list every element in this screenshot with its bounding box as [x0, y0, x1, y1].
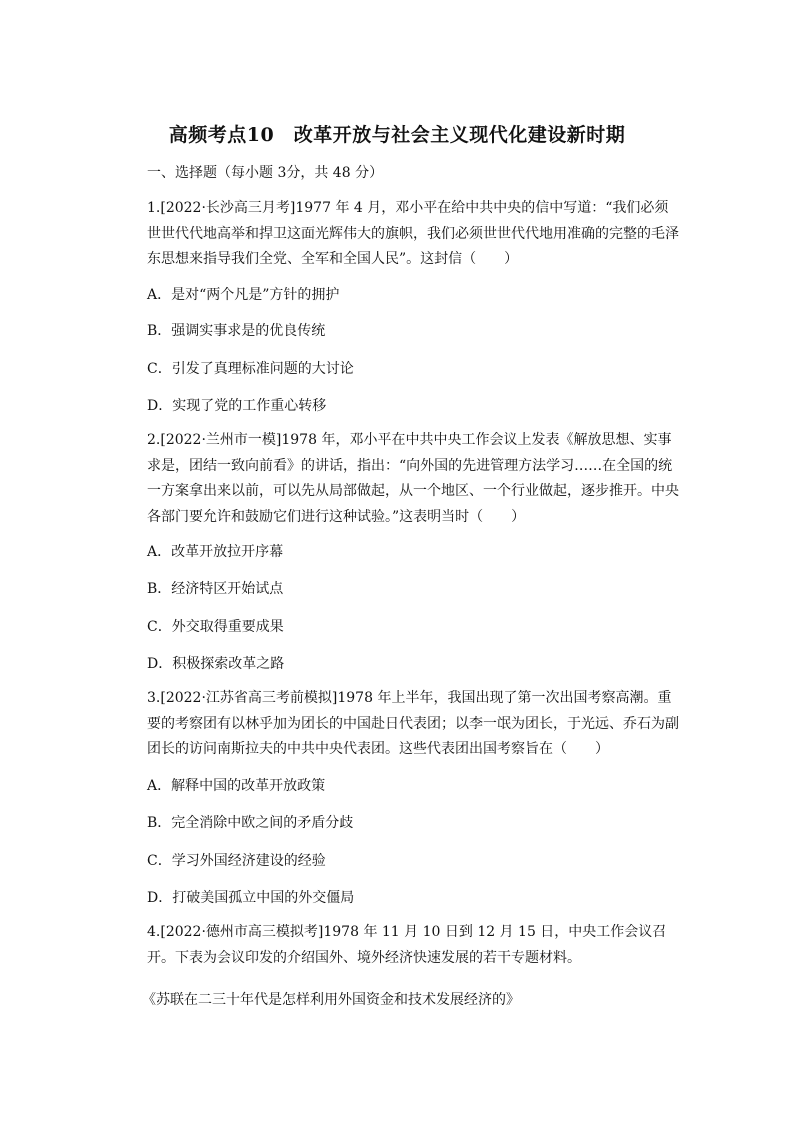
page-title: 高频考点10 改革开放与社会主义现代化建设新时期 — [168, 124, 626, 146]
material-title: 《苏联在二三十年代是怎样利用外国资金和技术发展经济的》 — [142, 992, 520, 1008]
question-2-option-c: C．外交取得重要成果 — [147, 619, 284, 635]
question-3-option-d: D．打破美国孤立中国的外交僵局 — [147, 890, 355, 906]
question-2-option-d: D．积极探索改革之路 — [147, 656, 285, 672]
section-heading: 一、选择题（每小题 3分，共 48 分） — [147, 165, 384, 181]
question-1-option-b: B．强调实事求是的优良传统 — [147, 323, 326, 339]
question-1-option-d: D．实现了党的工作重心转移 — [147, 398, 327, 414]
question-1-option-c: C．引发了真理标准问题的大讨论 — [147, 361, 354, 377]
question-2-stem: 2.[2022·兰州市一模]1978 年，邓小平在中共中央工作会议上发表《解放思想、实事求是，团结一致向前看》的讲话，指出：“向外国的先进管理方法学习……在全国的统一方案拿出来以前，可以先从局部做起，从一个地区、一个行业做起，逐步推开。中央各部门要允许和鼓励它们进行这种试验。”这表明当时（ ） — [147, 432, 679, 525]
question-3-option-a: A．解释中国的改革开放政策 — [147, 778, 326, 794]
question-3-stem: 3.[2022·江苏省高三考前模拟]1978 年上半年，我国出现了第一次出国考察高潮。重要的考察团有以林乎加为团长的中国赴日代表团；以李一氓为团长，于光远、乔石为副团长的访问南斯拉夫的中共中央代表团。这些代表团出国考察旨在（ ） — [147, 690, 679, 757]
question-2-option-b: B．经济特区开始试点 — [147, 581, 284, 597]
question-3-option-b: B．完全消除中欧之间的矛盾分歧 — [147, 815, 354, 831]
question-3-option-c: C．学习外国经济建设的经验 — [147, 853, 326, 869]
question-1-stem: 1.[2022·长沙高三月考]1977 年 4 月，邓小平在给中共中央的信中写道：“我们必须世世代代地高举和捍卫这面光辉伟大的旗帜，我们必须世世代代地用准确的完整的毛泽东思想来指导我们全党、全军和全国人民”。这封信（ ） — [147, 200, 679, 267]
question-1-option-a: A．是对“两个凡是”方针的拥护 — [147, 287, 340, 303]
question-4-stem: 4.[2022·德州市高三模拟考]1978 年 11 月 10 日到 12 月 15 日，中央工作会议召开。下表为会议印发的介绍国外、境外经济快速发展的若干专题材料。 — [147, 924, 667, 966]
question-2-option-a: A．改革开放拉开序幕 — [147, 544, 284, 560]
